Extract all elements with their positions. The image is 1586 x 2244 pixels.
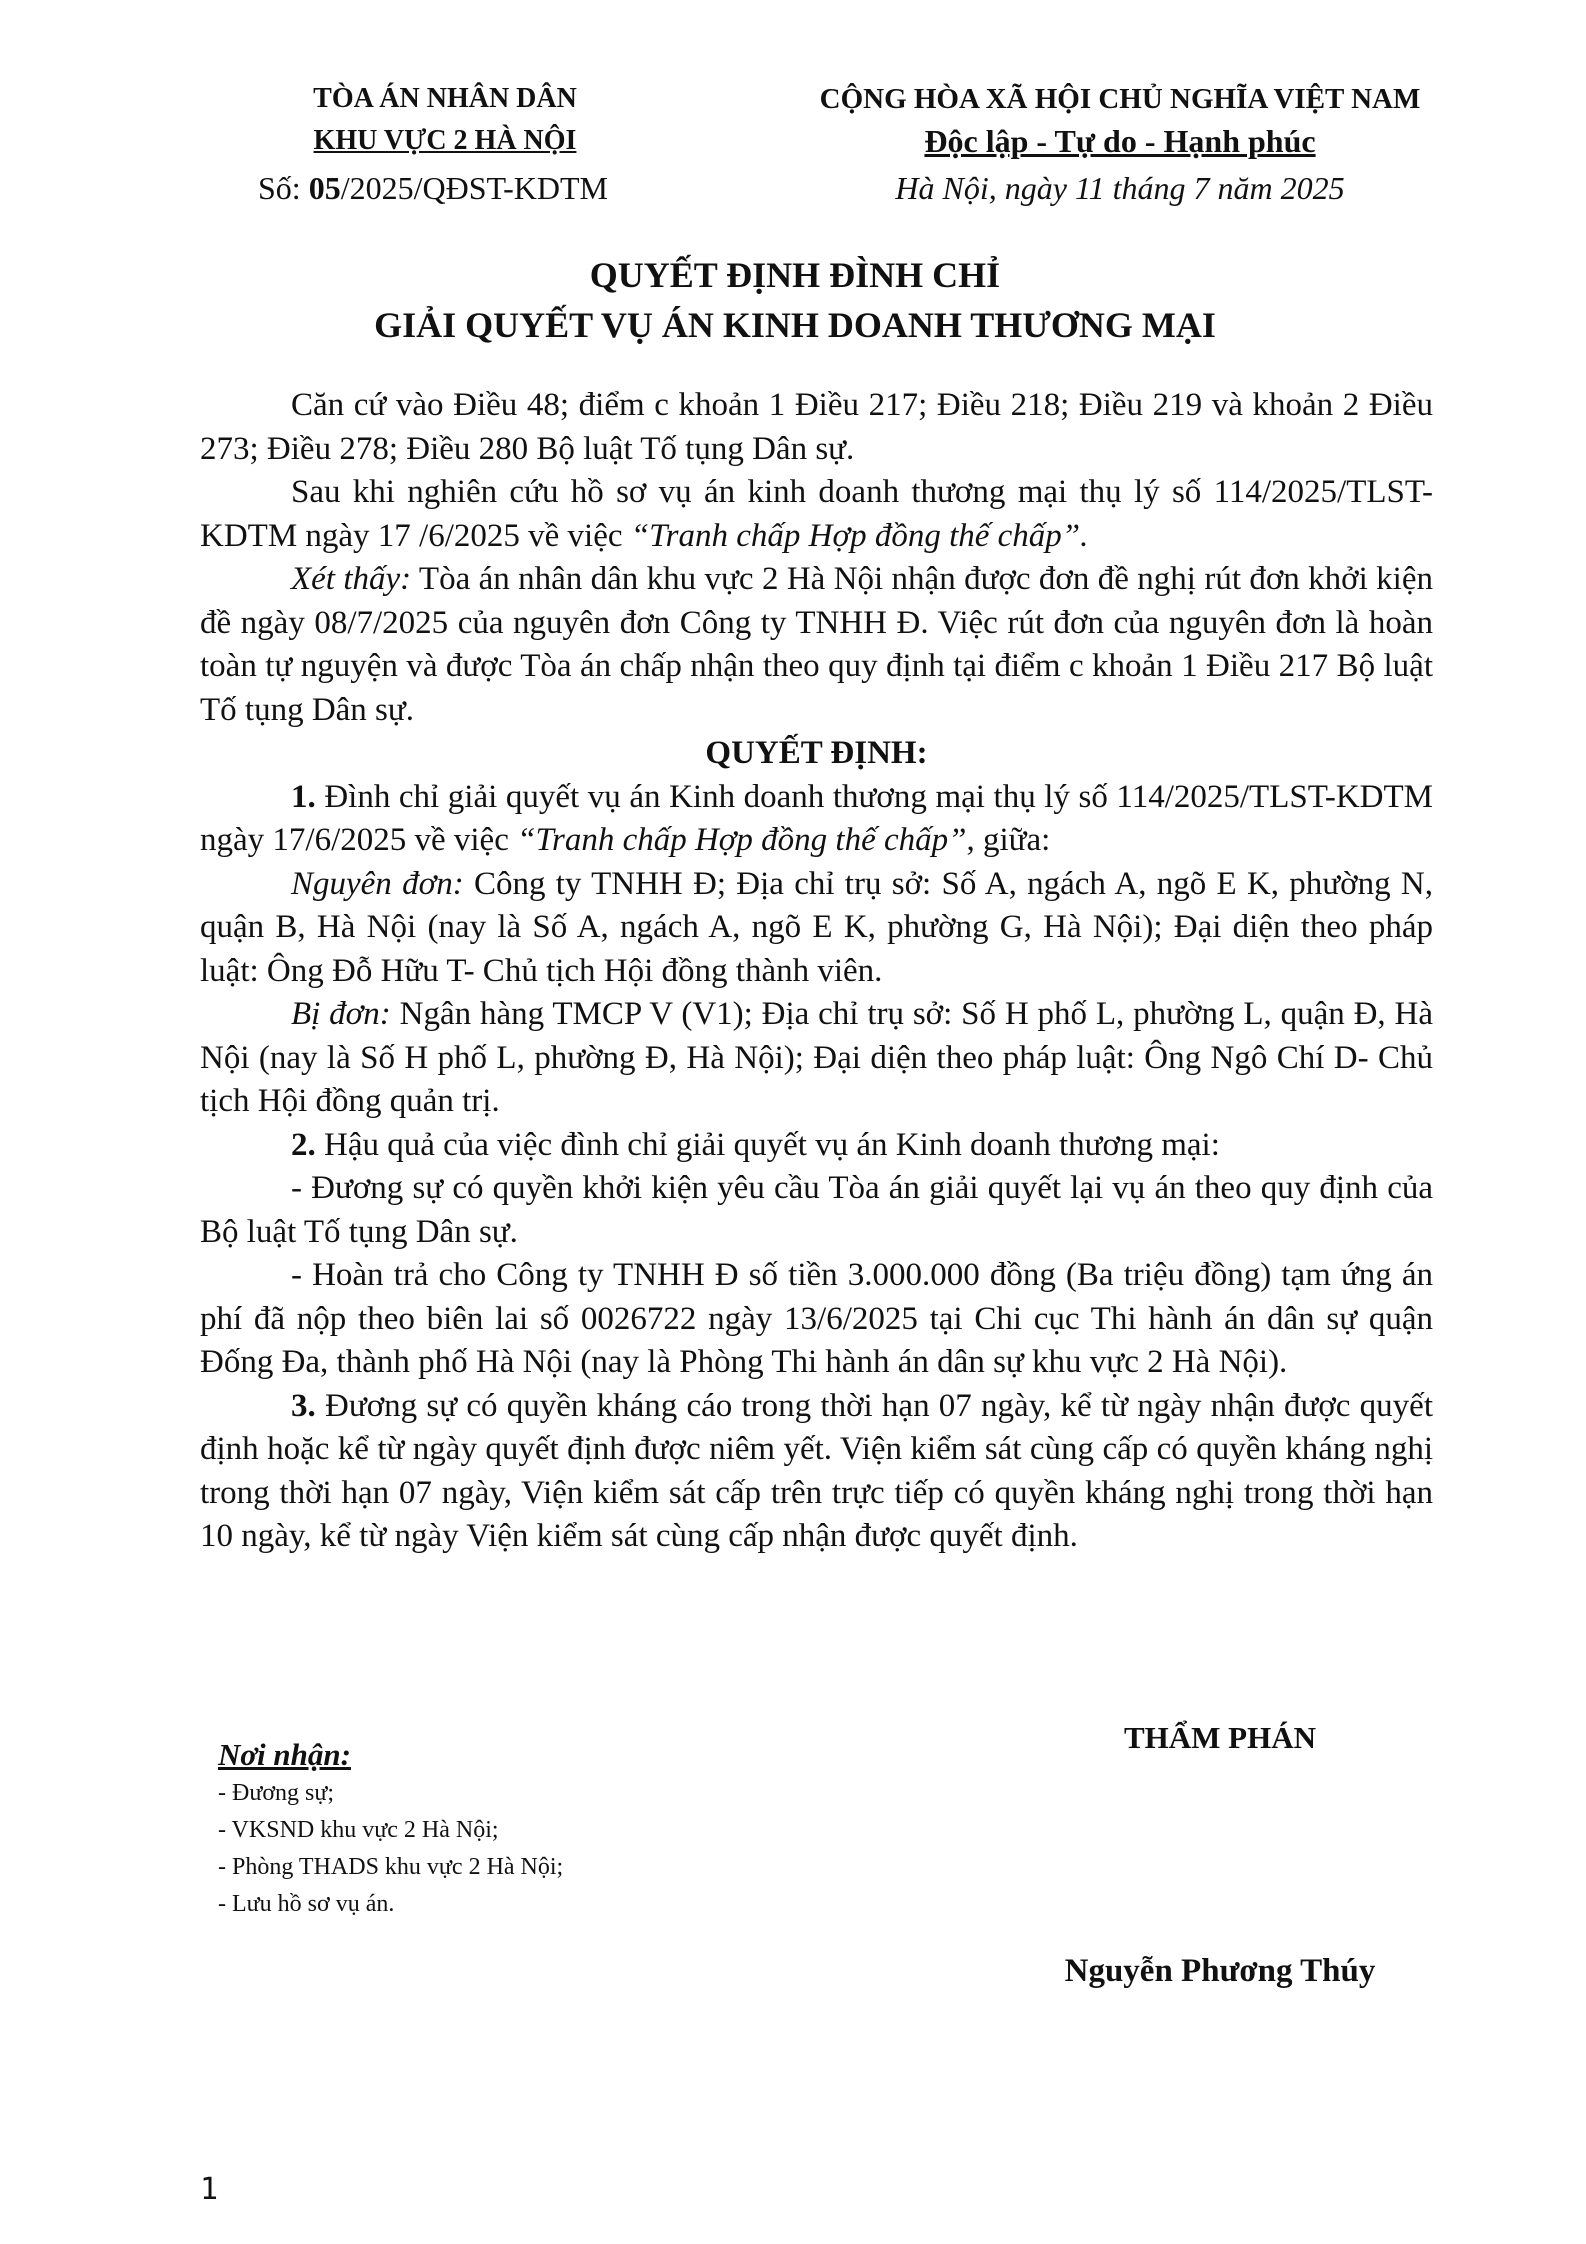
defendant-label: Bị đơn: xyxy=(291,996,391,1032)
finding-paragraph xyxy=(200,558,1433,732)
item-2-bullet-a: - Đương sự có quyền khởi kiện yêu cầu Tòa án giải quyết lại vụ án theo quy định của Bộ luật Tố tụng Dân sự. xyxy=(200,1170,1433,1250)
item-3 xyxy=(200,1385,1433,1559)
title-line-2: GIẢI QUYẾT VỤ ÁN KINH DOANH THƯƠNG MẠI xyxy=(374,305,1216,345)
item-1-number: 1. xyxy=(291,778,316,815)
item-2-text: Hậu quả của việc đình chỉ giải quyết vụ án Kinh doanh thương mại: xyxy=(315,1126,1220,1163)
defendant-text: Ngân hàng TMCP V (V1); Địa chỉ trụ sở: Số H phố L, phường L, quận Đ, Hà Nội (nay là Số H phố L, phường Đ, Hà Nội); Đại diện theo pháp luật: Ông Ngô Chí D- Chủ tịch Hội đồng quản trị. xyxy=(200,996,1433,1119)
item-1 xyxy=(200,776,1433,863)
item-2-bullet-b: - Hoàn trả cho Công ty TNHH Đ số tiền 3.000.000 đồng (Ba triệu đồng) tạm ứng án phí đã nộp theo biên lai số 0026722 ngày 13/6/2025 tại Chi cục Thi hành án dân sự quận Đống Đa, thành phố Hà Nội (nay là Phòng Thi hành án dân sự khu vực 2 Hà Nội). xyxy=(200,1257,1433,1380)
recipients-block xyxy=(218,1735,563,1923)
plaintiff-paragraph xyxy=(200,863,1433,994)
item-3-number: 3. xyxy=(291,1387,316,1424)
item-2 xyxy=(200,1124,1433,1168)
plaintiff-label: Nguyên đơn: xyxy=(291,865,464,902)
item-2-number: 2. xyxy=(291,1126,316,1163)
review-paragraph xyxy=(200,471,1433,558)
national-title: CỘNG HÒA XÃ HỘI CHỦ NGHĨA VIỆT NAM xyxy=(819,83,1421,115)
national-header xyxy=(780,78,1460,162)
place-date: Hà Nội, ngày 11 tháng 7 năm 2025 xyxy=(895,170,1345,206)
review-text: Sau khi nghiên cứu hồ sơ vụ án kinh doanh thương mại thụ lý số 114/2025/TLST-KDTM ngày 17 /6/2025 về việc xyxy=(200,474,1433,554)
signer-role: THẨM PHÁN xyxy=(1123,1720,1316,1755)
court-header xyxy=(250,78,640,162)
page-number: 1 xyxy=(200,2172,219,2207)
decision-heading: QUYẾT ĐỊNH: xyxy=(705,735,928,771)
national-motto: Độc lập - Tự do - Hạnh phúc xyxy=(924,123,1316,159)
document-body xyxy=(200,384,1433,1559)
defendant-paragraph xyxy=(200,993,1433,1124)
title-line-1: QUYẾT ĐỊNH ĐÌNH CHỈ xyxy=(589,255,1001,295)
item-1-text: Đình chỉ giải quyết vụ án Kinh doanh thương mại thụ lý số 114/2025/TLST-KDTM ngày 17/6/2025 về việc xyxy=(200,778,1433,858)
finding-label: Xét thấy: xyxy=(291,561,412,597)
document-number-prefix: Số: xyxy=(258,170,309,206)
review-case-name: “Tranh chấp Hợp đồng thế chấp”. xyxy=(630,517,1089,554)
item-1-tail: , giữa: xyxy=(966,822,1051,858)
document-title xyxy=(200,250,1390,350)
document-number-suffix: /2025/QĐST-KDTM xyxy=(340,170,608,206)
recipient-item: - Lưu hồ sơ vụ án. xyxy=(218,1891,395,1917)
item-1-case-name: “Tranh chấp Hợp đồng thế chấp” xyxy=(517,822,967,858)
finding-text: Tòa án nhân dân khu vực 2 Hà Nội nhận được đơn đề nghị rút đơn khởi kiện đề ngày 08/7/2025 của nguyên đơn Công ty TNHH Đ. Việc rút đơn của nguyên đơn là hoàn toàn tự nguyện và được Tòa án chấp nhận theo quy định tại điểm c khoản 1 Điều 217 Bộ luật Tố tụng Dân sự. xyxy=(200,561,1433,728)
recipient-item: - VKSND khu vực 2 Hà Nội; xyxy=(218,1817,499,1843)
court-region: KHU VỰC 2 HÀ NỘI xyxy=(313,125,577,156)
recipient-item: - Đương sự; xyxy=(218,1780,335,1806)
item-3-text: Đương sự có quyền kháng cáo trong thời hạn 07 ngày, kể từ ngày nhận được quyết định hoặc kể từ ngày quyết định được niêm yết. Viện kiểm sát cùng cấp có quyền kháng nghị trong thời hạn 07 ngày, Viện kiểm sát cấp trên trực tiếp có quyền kháng nghị trong thời hạn 10 ngày, kể từ ngày Viện kiểm sát cùng cấp nhận được quyết định. xyxy=(200,1387,1433,1554)
document-number xyxy=(258,170,608,207)
court-name: TÒA ÁN NHÂN DÂN xyxy=(313,83,577,114)
document-number-bold: 05 xyxy=(308,170,341,206)
recipient-item: - Phòng THADS khu vực 2 Hà Nội; xyxy=(218,1854,564,1880)
signer-name: Nguyễn Phương Thúy xyxy=(1064,1953,1376,1989)
plaintiff-text: Công ty TNHH Đ; Địa chỉ trụ sở: Số A, ngách A, ngõ E K, phường N, quận B, Hà Nội (nay là Số A, ngách A, ngõ E K, phường G, Hà Nội); Đại diện theo pháp luật: Ông Đỗ Hữu T- Chủ tịch Hội đồng thành viên. xyxy=(200,865,1433,989)
basis-paragraph: Căn cứ vào Điều 48; điểm c khoản 1 Điều 217; Điều 218; Điều 219 và khoản 2 Điều 273; Điều 278; Điều 280 Bộ luật Tố tụng Dân sự. xyxy=(200,387,1433,467)
recipients-heading: Nơi nhận: xyxy=(218,1737,351,1772)
